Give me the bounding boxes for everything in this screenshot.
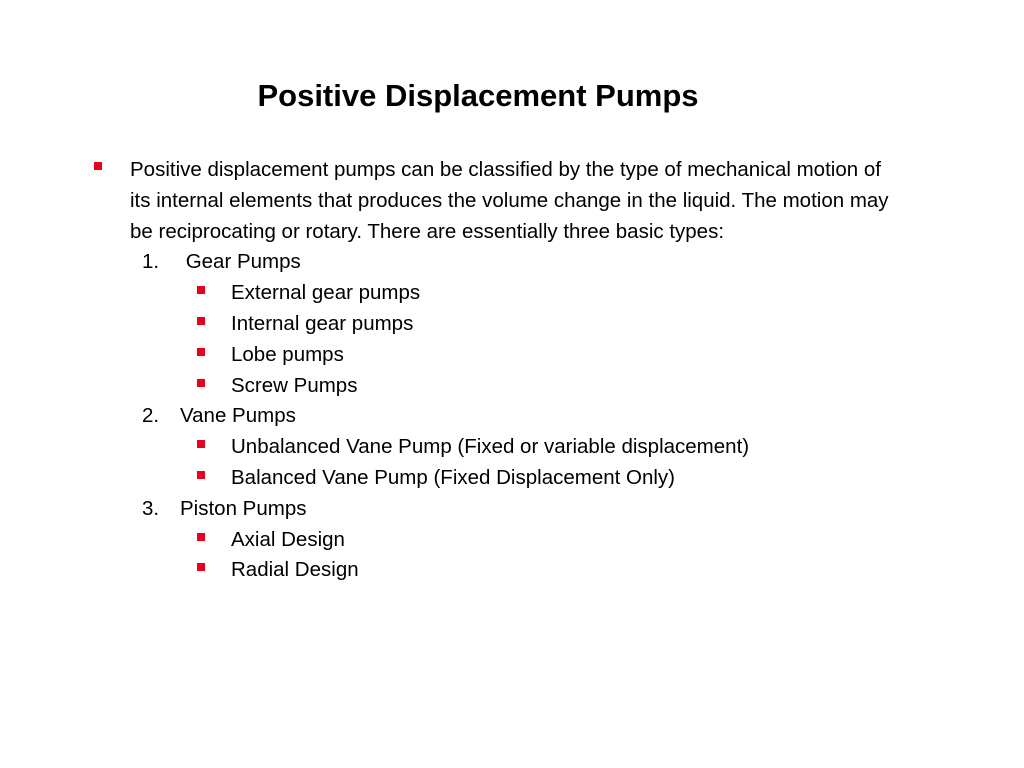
list-item (90, 432, 900, 463)
list-item (90, 340, 900, 371)
square-bullet-icon (197, 533, 205, 541)
list-item (90, 371, 900, 402)
intro-text: Positive displacement pumps can be classified by the type of mechanical motion of its internal elements that produces the volume change in the liquid. The motion may be reciprocating or rotary. There are essentially three basic types: (130, 158, 889, 243)
pump-type-label: Piston Pumps (180, 496, 307, 520)
pump-type-piston (90, 494, 900, 525)
list-number: 1. (142, 250, 160, 274)
list-item-text: Screw Pumps (231, 373, 358, 397)
list-item (90, 278, 900, 309)
list-item (90, 555, 900, 586)
list-number: 2. (142, 404, 160, 428)
list-item-text: Balanced Vane Pump (Fixed Displacement Only) (231, 465, 675, 489)
list-item (90, 463, 900, 494)
square-bullet-icon (197, 348, 205, 356)
list-number: 3. (142, 496, 160, 520)
pump-type-gear (90, 247, 900, 278)
intro-bullet (90, 155, 900, 247)
list-item-text: Lobe pumps (231, 342, 344, 366)
square-bullet-icon (197, 317, 205, 325)
pump-type-label: Vane Pumps (180, 404, 296, 428)
list-item (90, 525, 900, 556)
square-bullet-icon (197, 379, 205, 387)
list-item-text: Internal gear pumps (231, 311, 414, 335)
square-bullet-icon (197, 440, 205, 448)
square-bullet-icon (94, 162, 102, 170)
list-item-text: Radial Design (231, 558, 359, 582)
list-item-text: Unbalanced Vane Pump (Fixed or variable displacement) (231, 435, 750, 459)
pump-type-label: Gear Pumps (180, 250, 301, 274)
pump-type-vane (90, 401, 900, 432)
list-item (90, 309, 900, 340)
slide-body (90, 155, 900, 586)
list-item-text: Axial Design (231, 527, 345, 551)
square-bullet-icon (197, 286, 205, 294)
square-bullet-icon (197, 563, 205, 571)
list-item-text: External gear pumps (231, 281, 421, 305)
slide-title: Positive Displacement Pumps (257, 78, 699, 113)
square-bullet-icon (197, 471, 205, 479)
